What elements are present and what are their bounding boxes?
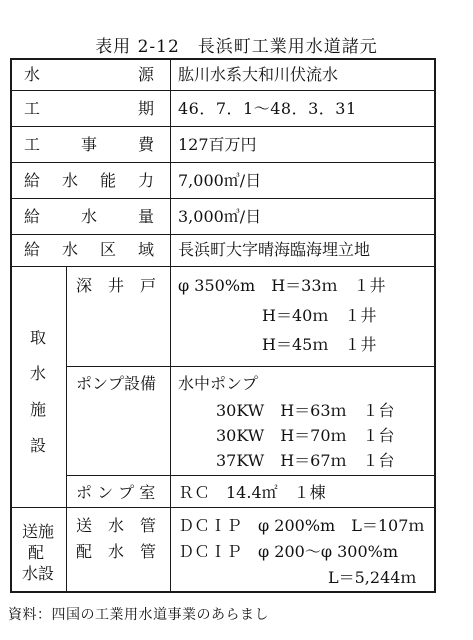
divider bbox=[12, 126, 434, 127]
well-line-2: H＝40ｍ １井 bbox=[262, 306, 377, 325]
divider bbox=[12, 198, 434, 199]
source-note: 資料：四国の工業用水道事業のあらまし bbox=[8, 607, 269, 623]
pump-label: ポンプ設備 bbox=[76, 374, 157, 393]
cost-value: 127百万円 bbox=[178, 135, 257, 154]
intake-group-label-char: 水 bbox=[30, 364, 47, 383]
row-label-area: 給 水 区 域 bbox=[24, 240, 154, 259]
dist-pipe-length: L＝5,244ｍ bbox=[328, 568, 417, 587]
divider bbox=[12, 507, 434, 508]
pump-line-1: 水中ポンプ bbox=[178, 374, 259, 393]
row-label-cost: 工 事 費 bbox=[24, 135, 154, 154]
area-value: 長浜町大字晴海臨海埋立地 bbox=[178, 240, 371, 259]
well-label: 深 井 戸 bbox=[76, 276, 157, 295]
pump-line-2: 30KW H＝63ｍ １台 bbox=[216, 401, 395, 420]
divider bbox=[170, 266, 171, 591]
distribution-group-label-line: 水設 bbox=[22, 564, 55, 583]
table-title: 表用 2-12 長浜町工業用水道諸元 bbox=[95, 37, 378, 57]
intake-group-label-char: 取 bbox=[30, 328, 47, 347]
spec-table bbox=[10, 58, 436, 593]
row-label-period: 工 期 bbox=[24, 99, 154, 118]
row-label-source: 水 源 bbox=[24, 65, 154, 84]
divider bbox=[66, 266, 67, 591]
divider bbox=[66, 475, 434, 476]
dist-pipe-value: ＤＣＩＰ φ 200～φ 300%m bbox=[178, 542, 399, 561]
pump-line-4: 37KW H＝67ｍ １台 bbox=[216, 451, 395, 470]
send-pipe-label: 送 水 管 bbox=[76, 516, 157, 535]
dist-pipe-label: 配 水 管 bbox=[76, 542, 157, 561]
volume-value: 3,000㎥/日 bbox=[178, 207, 262, 226]
intake-group-label-char: 設 bbox=[30, 436, 47, 455]
row-label-volume: 給 水 量 bbox=[24, 207, 154, 226]
distribution-group-label-line: 配 bbox=[28, 543, 45, 562]
period-value: 46．7．1～48．3．31 bbox=[178, 99, 357, 118]
divider bbox=[12, 90, 434, 91]
well-line-1: φ 350%m H＝33ｍ １井 bbox=[178, 276, 386, 295]
row-label-capacity: 給 水 能 力 bbox=[24, 171, 154, 190]
divider bbox=[66, 366, 434, 367]
well-line-3: H＝45ｍ １井 bbox=[262, 335, 377, 354]
source-value: 肱川水系大和川伏流水 bbox=[178, 65, 339, 84]
pump-room-value: ＲＣ 14.4㎡ １棟 bbox=[178, 483, 326, 502]
divider bbox=[12, 234, 434, 235]
pump-room-label: ポ ン プ 室 bbox=[76, 483, 156, 502]
distribution-group-label-line: 送施 bbox=[22, 522, 55, 541]
intake-group-label-char: 施 bbox=[30, 400, 47, 419]
send-pipe-value: ＤＣＩＰ φ 200%m L＝107ｍ bbox=[178, 516, 425, 535]
divider bbox=[170, 60, 171, 266]
pump-line-3: 30KW H＝70ｍ １台 bbox=[216, 426, 395, 445]
divider bbox=[12, 266, 434, 267]
capacity-value: 7,000㎥/日 bbox=[178, 171, 262, 190]
divider bbox=[12, 162, 434, 163]
